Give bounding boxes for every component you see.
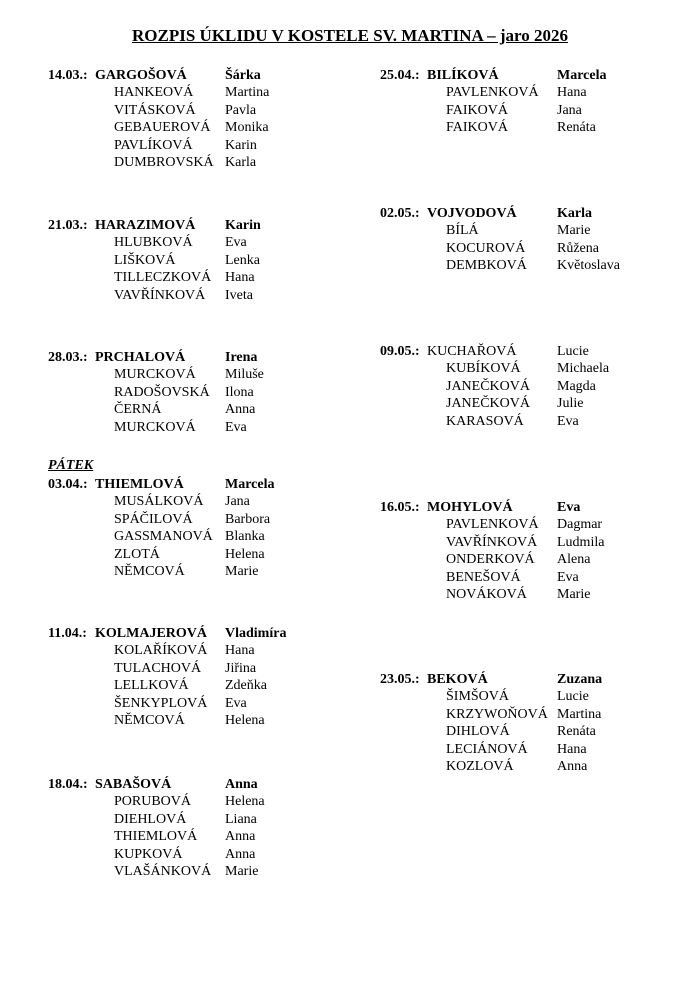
- member-surname: NĚMCOVÁ: [114, 712, 185, 728]
- member-row: [48, 563, 368, 580]
- leader-surname: SABAŠOVÁ: [95, 777, 172, 792]
- member-row: [380, 84, 700, 101]
- member-given-name: Anna: [225, 846, 256, 862]
- leader-given-name: Karla: [557, 206, 592, 221]
- group-date: 18.04.:: [48, 777, 88, 792]
- member-row: [48, 642, 368, 659]
- member-given-name: Dagmar: [557, 517, 603, 533]
- member-given-name: Eva: [225, 419, 247, 435]
- leader-given-name: Zuzana: [557, 672, 603, 687]
- leader-given-name: Lucie: [557, 344, 589, 359]
- member-row: [380, 240, 700, 257]
- group-header: [380, 499, 700, 516]
- member-row: [48, 712, 368, 729]
- group-date: 21.03.:: [48, 218, 88, 233]
- member-given-name: Julie: [557, 396, 584, 412]
- member-given-name: Martina: [225, 85, 270, 101]
- member-row: [380, 706, 700, 723]
- member-given-name: Alena: [557, 552, 591, 568]
- member-surname: NĚMCOVÁ: [114, 563, 185, 579]
- member-given-name: Anna: [225, 402, 256, 418]
- member-row: [48, 528, 368, 545]
- member-row: [380, 378, 700, 395]
- member-row: [48, 137, 368, 154]
- group-date: 28.03.:: [48, 350, 88, 365]
- group-header: [380, 67, 700, 84]
- member-row: [48, 793, 368, 810]
- leader-surname: THIEMLOVÁ: [95, 477, 184, 492]
- member-surname: ONDERKOVÁ: [446, 552, 535, 568]
- group-header: [48, 349, 368, 366]
- schedule-group: [48, 67, 368, 171]
- member-given-name: Helena: [225, 546, 265, 562]
- member-row: [380, 360, 700, 377]
- member-given-name: Jiřina: [225, 660, 257, 676]
- member-surname: BÍLÁ: [446, 223, 479, 239]
- member-surname: GEBAUEROVÁ: [114, 120, 211, 136]
- member-surname: PAVLENKOVÁ: [446, 517, 539, 533]
- member-row: [380, 119, 700, 136]
- group-header: [380, 671, 700, 688]
- member-given-name: Lenka: [225, 252, 260, 268]
- member-row: [48, 846, 368, 863]
- leader-given-name: Marcela: [225, 477, 275, 492]
- member-row: [48, 234, 368, 251]
- member-given-name: Karla: [225, 154, 257, 170]
- member-given-name: Hana: [225, 270, 255, 286]
- group-header: [48, 476, 368, 493]
- member-given-name: Eva: [225, 235, 247, 251]
- member-row: [380, 688, 700, 705]
- leader-surname: HARAZIMOVÁ: [95, 218, 196, 233]
- member-given-name: Blanka: [225, 529, 265, 545]
- member-row: [48, 401, 368, 418]
- member-surname: NOVÁKOVÁ: [446, 586, 527, 602]
- schedule-group: [48, 776, 368, 880]
- member-surname: KRZYWOŇOVÁ: [446, 706, 548, 722]
- friday-note: PÁTEK: [48, 458, 94, 473]
- member-surname: KOCUROVÁ: [446, 240, 526, 256]
- member-surname: HANKEOVÁ: [114, 85, 194, 101]
- leader-given-name: Irena: [225, 350, 258, 365]
- member-row: [380, 222, 700, 239]
- member-surname: VAVŘÍNKOVÁ: [446, 534, 538, 550]
- member-row: [48, 660, 368, 677]
- member-row: [48, 493, 368, 510]
- group-header: [48, 625, 368, 642]
- member-surname: PAVLÍKOVÁ: [114, 137, 193, 153]
- schedule-group: [48, 217, 368, 304]
- schedule-group: [380, 205, 700, 275]
- member-given-name: Renáta: [557, 724, 596, 740]
- schedule-group: [380, 499, 700, 603]
- member-given-name: Ilona: [225, 384, 254, 400]
- member-given-name: Miluše: [225, 367, 264, 383]
- schedule-group: [48, 349, 368, 436]
- member-surname: DEMBKOVÁ: [446, 258, 527, 274]
- member-surname: TULACHOVÁ: [114, 660, 202, 676]
- member-surname: MURCKOVÁ: [114, 367, 196, 383]
- group-date: 03.04.:: [48, 477, 88, 492]
- member-surname: KOZLOVÁ: [446, 758, 514, 774]
- schedule-group: [380, 343, 700, 430]
- member-row: [48, 102, 368, 119]
- member-given-name: Anna: [225, 829, 256, 845]
- member-given-name: Eva: [557, 413, 579, 429]
- member-row: [48, 252, 368, 269]
- member-given-name: Eva: [225, 695, 247, 711]
- schedule-group: [48, 476, 368, 580]
- leader-given-name: Marcela: [557, 68, 607, 83]
- member-given-name: Pavla: [225, 102, 257, 118]
- member-given-name: Lucie: [557, 689, 589, 705]
- member-given-name: Hana: [557, 741, 587, 757]
- member-row: [48, 546, 368, 563]
- member-given-name: Zdeňka: [225, 678, 267, 694]
- leader-surname: MOHYLOVÁ: [427, 500, 513, 515]
- member-surname: FAIKOVÁ: [446, 102, 508, 118]
- member-row: [380, 551, 700, 568]
- member-surname: VLAŠÁNKOVÁ: [114, 863, 212, 879]
- leader-given-name: Anna: [225, 777, 258, 792]
- member-given-name: Marie: [225, 863, 259, 879]
- leader-surname: PRCHALOVÁ: [95, 350, 186, 365]
- member-given-name: Jana: [225, 494, 250, 510]
- group-date: 23.05.:: [380, 672, 420, 687]
- group-date: 02.05.:: [380, 206, 420, 221]
- member-surname: ČERNÁ: [114, 402, 162, 418]
- member-given-name: Květoslava: [557, 258, 620, 274]
- member-row: [380, 569, 700, 586]
- member-surname: ZLOTÁ: [114, 546, 160, 562]
- member-row: [48, 511, 368, 528]
- member-given-name: Anna: [557, 758, 588, 774]
- leader-surname: KOLMAJEROVÁ: [95, 626, 207, 641]
- member-row: [380, 413, 700, 430]
- member-surname: LECIÁNOVÁ: [446, 741, 528, 757]
- leader-surname: GARGOŠOVÁ: [95, 68, 187, 83]
- group-date: 11.04.:: [48, 626, 87, 641]
- member-row: [48, 84, 368, 101]
- member-surname: KUPKOVÁ: [114, 846, 183, 862]
- member-given-name: Magda: [557, 378, 596, 394]
- member-surname: HLUBKOVÁ: [114, 235, 193, 251]
- member-given-name: Renáta: [557, 120, 596, 136]
- group-header: [380, 205, 700, 222]
- member-surname: DIHLOVÁ: [446, 724, 510, 740]
- member-given-name: Helena: [225, 794, 265, 810]
- group-date: 25.04.:: [380, 68, 420, 83]
- group-header: [48, 776, 368, 793]
- member-given-name: Růžena: [557, 240, 599, 256]
- leader-given-name: Vladimíra: [225, 626, 287, 641]
- member-surname: TILLECZKOVÁ: [114, 270, 212, 286]
- member-row: [380, 586, 700, 603]
- member-row: [380, 516, 700, 533]
- group-date: 09.05.:: [380, 344, 420, 359]
- member-surname: FAIKOVÁ: [446, 120, 508, 136]
- member-given-name: Liana: [225, 811, 257, 827]
- schedule-group: [380, 67, 700, 137]
- leader-surname: BEKOVÁ: [427, 672, 488, 687]
- member-row: [48, 677, 368, 694]
- member-row: [48, 269, 368, 286]
- schedule-group: [380, 671, 700, 775]
- member-row: [48, 287, 368, 304]
- leader-given-name: Šárka: [225, 68, 261, 83]
- member-given-name: Jana: [557, 102, 582, 118]
- member-row: [380, 723, 700, 740]
- member-row: [48, 154, 368, 171]
- member-surname: BENEŠOVÁ: [446, 569, 521, 585]
- member-surname: MUSÁLKOVÁ: [114, 494, 204, 510]
- member-surname: ŠENKYPLOVÁ: [114, 695, 208, 711]
- member-surname: VITÁSKOVÁ: [114, 102, 196, 118]
- leader-surname: KUCHAŘOVÁ: [427, 344, 517, 359]
- member-row: [380, 395, 700, 412]
- member-row: [380, 257, 700, 274]
- member-given-name: Marie: [557, 223, 591, 239]
- member-given-name: Marie: [557, 586, 591, 602]
- member-surname: KARASOVÁ: [446, 413, 524, 429]
- member-given-name: Hana: [225, 643, 255, 659]
- member-given-name: Monika: [225, 120, 269, 136]
- leader-given-name: Eva: [557, 500, 581, 515]
- member-given-name: Helena: [225, 712, 265, 728]
- member-surname: KUBÍKOVÁ: [446, 361, 521, 377]
- member-surname: JANEČKOVÁ: [446, 396, 530, 412]
- group-date: 16.05.:: [380, 500, 420, 515]
- member-surname: MURCKOVÁ: [114, 419, 196, 435]
- member-given-name: Michaela: [557, 361, 610, 377]
- member-surname: ŠIMŠOVÁ: [446, 689, 510, 705]
- member-surname: PAVLENKOVÁ: [446, 85, 539, 101]
- member-row: [380, 102, 700, 119]
- schedule-group: [48, 625, 368, 729]
- member-row: [380, 741, 700, 758]
- member-given-name: Eva: [557, 569, 579, 585]
- member-row: [48, 828, 368, 845]
- member-given-name: Ludmila: [557, 534, 605, 550]
- member-row: [380, 758, 700, 775]
- leader-surname: VOJVODOVÁ: [427, 206, 517, 221]
- member-row: [380, 534, 700, 551]
- member-given-name: Marie: [225, 563, 259, 579]
- group-header: [380, 343, 700, 360]
- member-given-name: Barbora: [225, 511, 271, 527]
- document-title: ROZPIS ÚKLIDU V KOSTELE SV. MARTINA – jaro 2026: [132, 26, 568, 45]
- member-surname: THIEMLOVÁ: [114, 829, 198, 845]
- group-header: [48, 67, 368, 84]
- member-given-name: Karin: [225, 137, 257, 153]
- member-surname: LELLKOVÁ: [114, 678, 189, 694]
- group-date: 14.03.:: [48, 68, 88, 83]
- member-given-name: Iveta: [225, 287, 253, 303]
- member-given-name: Hana: [557, 85, 587, 101]
- member-surname: RADOŠOVSKÁ: [114, 384, 210, 400]
- member-surname: DIEHLOVÁ: [114, 811, 187, 827]
- member-surname: PORUBOVÁ: [114, 794, 192, 810]
- member-surname: SPÁČILOVÁ: [114, 511, 193, 527]
- member-surname: KOLAŘÍKOVÁ: [114, 643, 208, 659]
- group-header: [48, 217, 368, 234]
- member-row: [48, 384, 368, 401]
- member-surname: DUMBROVSKÁ: [114, 154, 214, 170]
- leader-given-name: Karin: [225, 218, 261, 233]
- member-given-name: Martina: [557, 706, 602, 722]
- member-row: [48, 695, 368, 712]
- member-row: [48, 811, 368, 828]
- member-surname: VAVŘÍNKOVÁ: [114, 287, 206, 303]
- member-surname: LIŠKOVÁ: [114, 252, 176, 268]
- member-surname: GASSMANOVÁ: [114, 529, 213, 545]
- member-surname: JANEČKOVÁ: [446, 378, 530, 394]
- member-row: [48, 419, 368, 436]
- leader-surname: BILÍKOVÁ: [427, 68, 499, 83]
- member-row: [48, 863, 368, 880]
- member-row: [48, 366, 368, 383]
- member-row: [48, 119, 368, 136]
